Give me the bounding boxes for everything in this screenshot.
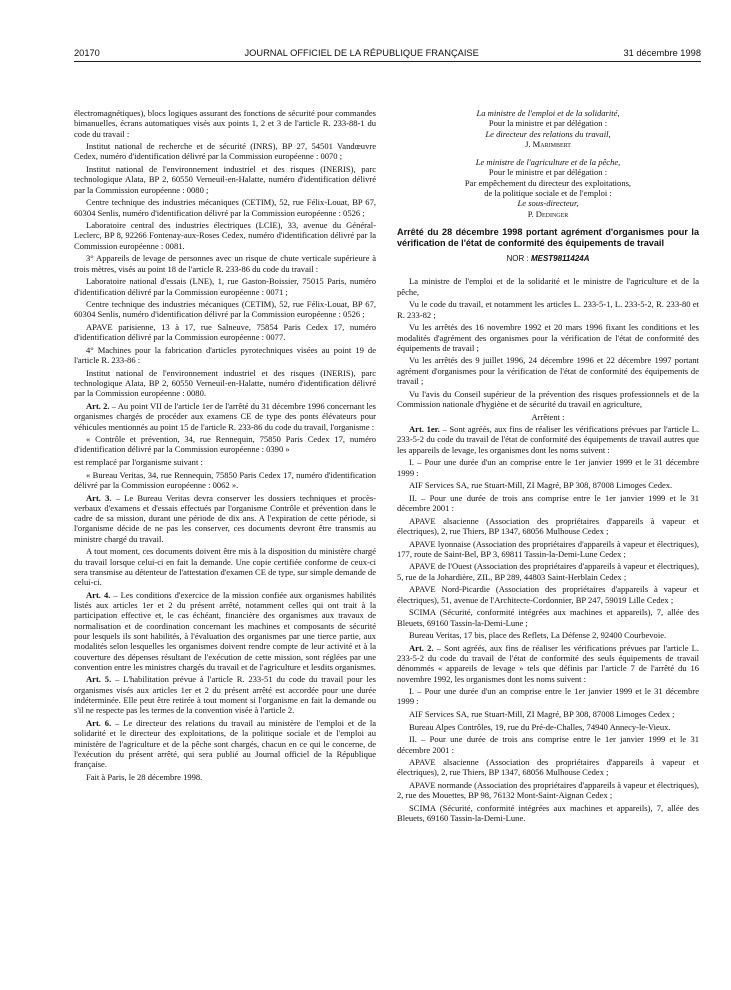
article-6 [74, 718, 376, 769]
delegation-line: Pour la ministre et par délégation : [488, 118, 608, 129]
right-column [397, 108, 699, 826]
paragraph: APAVE de l'Ouest (Association des propriétaires d'appareils à vapeur et électriques), 5, rue de la Johardière, ZIL, BP 289, 44803 Saint-Herblain Cedex ; [397, 561, 699, 582]
paragraph: 3° Appareils de levage de personnes avec un risque de chute verticale supérieure à trois mètres, visés au point 18 de l'article R. 233-86 du code du travail : [74, 253, 376, 274]
signatory-title: La ministre de l'emploi et de la solidarité, [476, 108, 620, 118]
paragraph: Vu les arrêtés des 16 novembre 1992 et 20 mars 1996 fixant les conditions et les modalités d'agrément des organismes pour la vérification de l'état de conformité des équipements de travail ; [397, 322, 699, 353]
nor-reference [397, 254, 699, 264]
article-text: – Le Bureau Veritas devra conserver les dossiers techniques et procès-verbaux d'examens et d'essais effectués par l'organisme Contrôle et prévention dans le cadre de sa mission, durant une période de dix ans. A l'expiration de cette période, si l'organisme décide de ne pas les conserver, ces documents devront être transmis au ministre chargé du travail. [74, 492, 377, 544]
paragraph: SCIMA (Sécurité, conformité intégrées aux machines et appareils), 7, allée des Bleuets, 69160 Tassin-la-Demi-Lune ; [397, 607, 699, 628]
signatory-name: P. Dedinger [527, 208, 569, 219]
nor-label: NOR : [506, 254, 531, 264]
paragraph: Institut national de l'environnement industriel et des risques (INERIS), parc technologique Alata, BP 2, 60550 Verneuil-en-Halatte, numéro d'identification délivré par la Commission européenne : 0080 ; [74, 164, 376, 195]
paragraph: AIF Services SA, rue Stuart-Mill, ZI Magré, BP 308, 87008 Limoges Cedex. [409, 480, 673, 491]
article-text: – Sont agréés, aux fins de réaliser les vérifications prévues par l'article L. 233-5-2 du code du travail de l'état de conformité des équipements de travail autres que les appareils de levage, les organismes dont les noms suivent : [397, 424, 699, 455]
signatory-title: Le ministre de l'agriculture et de la pêche, [475, 157, 621, 168]
paragraph: II. – Pour une durée de trois ans comprise entre le 1er janvier 1999 et le 31 décembre 2001 : [397, 492, 699, 514]
paragraph: Institut national de recherche et de sécurité (INRS), BP 27, 54501 Vandœuvre Cedex, numéro d'identification délivré par la Commission européenne : 0070 ; [74, 141, 376, 162]
paragraph: APAVE parisienne, 13 à 17, rue Salneuve, 75854 Paris Cedex 17, numéro d'identification délivré par la Commission européenne : 0077. [74, 322, 376, 343]
paragraph: Centre technique des industries mécaniques (CETIM), 52, rue Félix-Louat, BP 67, 60304 Senlis, numéro d'identification délivré par la Commission européenne : 0526 ; [74, 197, 376, 218]
paragraph: La ministre de l'emploi et de la solidarité et le ministre de l'agriculture et de la pêche, [397, 276, 699, 297]
paragraph: A tout moment, ces documents doivent être mis à la disposition du ministère chargé du travail lorsque celui-ci en fait la demande. Une copie certifiée conforme de ceux-ci sera transmise au détenteur de l'attestation d'examen CE de type, sur simple demande de celui-ci. [74, 546, 376, 588]
article-label: Art. 2. [86, 400, 110, 411]
paragraph: Vu l'avis du Conseil supérieur de la prévention des risques professionnels et de la Commission nationale d'hygiène et de sécurité du travail en agriculture, [397, 388, 699, 409]
article-3 [74, 493, 376, 544]
article-text: – Le directeur des relations du travail au ministère de l'emploi et de la solidarité et le directeur des exploitations, de la politique sociale et de l'emploi au ministère de l'agriculture et de la pêche sont chargés, chacun en ce qui le concerne, de l'exécution du présent arrêté, qui sera publié au Journal officiel de la République française. [74, 717, 377, 770]
article-label: Art. 5. [86, 674, 112, 685]
article-label: Art. 3. [86, 492, 112, 503]
paragraph: AIF Services SA, rue Stuart-Mill, ZI Magré, BP 308, 87008 Limoges Cedex ; [409, 709, 675, 720]
article-text: – Les conditions d'exercice de la mission confiée aux organismes habilités listés aux articles 1er et 2 du présent arrêté, notamment celles qui ont trait à la participation effective et, le cas échéant, financière des organismes aux travaux de normalisation et de coordination concernant les machines et composants de sécurité pour lesquels ils sont habilités, à l'évaluation des organismes par une tierce partie, aux modalités selon lesquelles les organismes doivent rendre compte de leur activité et à la couverture des dépenses résultant de l'exécution de cette mission, sont réglées par une convention entre les ministres chargés du travail et de l'agriculture et lesdits organismes. [74, 589, 376, 672]
page-number: 20170 [74, 48, 100, 58]
article-5 [74, 674, 376, 715]
paragraph: Vu le code du travail, et notamment les articles L. 233-5-1, L. 233-5-2, R. 233-80 et R. 233-82 ; [397, 299, 699, 320]
paragraph: Institut national de l'environnement industriel et des risques (INERIS), parc technologique Alata, BP 2, 60550 Verneuil-en-Halatte, numéro d'identification délivré par la Commission européenne : 0080. [74, 367, 376, 399]
signatory-role: Le sous-directeur, [517, 198, 579, 209]
paragraph: Bureau Alpes Contrôles, 19, rue du Pré-de-Challes, 74940 Annecy-le-Vieux. [409, 721, 671, 732]
signatory-name: J. Marimbert [525, 138, 571, 149]
journal-title: JOURNAL OFFICIEL DE LA RÉPUBLIQUE FRANÇAISE [244, 48, 479, 58]
article-label: Art. 6. [86, 717, 112, 728]
decree-title: Arrêté du 28 décembre 1998 portant agrément d'organismes pour la vérification de l'état de conformité des équipements de travail [397, 226, 699, 248]
article-label: Art. 2. [409, 642, 434, 653]
columns [74, 108, 701, 826]
paragraph: I. – Pour une durée d'un an comprise entre le 1er janvier 1999 et le 31 décembre 1999 : [397, 686, 699, 707]
paragraph: est remplacé par l'organisme suivant : [74, 457, 203, 468]
paragraph: SCIMA (Sécurité, conformité intégrées aux machines et appareils), 7, allée des Bleuets, 69160 Tassin-la-Demi-Lune. [397, 802, 699, 824]
paragraph: APAVE Nord-Picardie (Association des propriétaires d'appareils à vapeur et électriques), 51, avenue de l'Architecte-Cordonnier, BP 247, 59019 Lille Cedex ; [397, 584, 699, 605]
article-text: – Au point VII de l'article 1er de l'arrêté du 31 décembre 1996 concernant les organismes chargés de procéder aux examens CE de type des ponts élévateurs pour véhicules mentionnés au point 15 de l'article R. 233-86 du code du travail, l'organisme : [74, 400, 377, 432]
paragraph: Laboratoire national d'essais (LNE), 1, rue Gaston-Boissier, 75015 Paris, numéro d'identification délivré par la Commission européenne : 0071 ; [74, 276, 376, 297]
page-header [74, 48, 701, 62]
delegation-line: Par empêchement du directeur des exploitations, [464, 177, 632, 188]
article-text: – Sont agréés, aux fins de réaliser les vérifications prévues par l'article L. 233-5-2 du code du travail de l'état de conformité des seuls équipements de travail dénommés « appareils de levage » tels que définis par l'article 7 de l'arrêté du 16 novembre 1992, les organismes dont les noms suivent : [397, 642, 699, 684]
paragraph: Centre technique des industries mécaniques (CETIM), 52, rue Félix-Louat, BP 67, 60304 Senlis, numéro d'identification délivré par la Commission européenne : 0526 ; [74, 299, 376, 320]
paragraph: électromagnétiques), blocs logiques assurant des fonctions de sécurité pour commandes bimanuelles, écrans automatiques visés aux points 1, 2 et 3 de l'article R. 233-88-1 du code du travail : [74, 108, 376, 139]
paragraph: « Bureau Veritas, 34, rue Rennequin, 75850 Paris Cedex 17, numéro d'identification délivré par la Commission européenne : 0062 ». [74, 469, 376, 490]
signatory-role: Le directeur des relations du travail, [485, 128, 611, 139]
article-4 [74, 590, 376, 672]
article-2 [397, 643, 699, 684]
article-1 [397, 424, 699, 455]
paragraph: Bureau Veritas, 17 bis, place des Reflets, La Défense 2, 92400 Courbevoie. [409, 630, 667, 641]
article-2 [74, 401, 376, 432]
signing-place-date: Fait à Paris, le 28 décembre 1998. [86, 771, 203, 782]
paragraph: APAVE alsacienne (Association des propriétaires d'appareils à vapeur et électriques), 2, rue Thiers, BP 1347, 68056 Mulhouse Cedex ; [397, 515, 699, 536]
delegation-line: de la politique sociale et de l'emploi : [484, 188, 612, 199]
paragraph: 4° Machines pour la fabrication d'articles pyrotechniques visées au point 19 de l'article R. 233-86 : [74, 344, 376, 366]
paragraph: « Contrôle et prévention, 34, rue Rennequin, 75850 Paris Cedex 17, numéro d'identification délivré par la Commission européenne : 0390 » [74, 434, 376, 455]
paragraph: II. – Pour une durée de trois ans comprise entre le 1er janvier 1999 et le 31 décembre 2001 : [397, 734, 699, 755]
arretent: Arrêtent : [531, 411, 565, 422]
nor-code: MEST9811424A [530, 254, 590, 264]
paragraph: Vu les arrêtés des 9 juillet 1996, 24 décembre 1996 et 22 décembre 1997 portant agrément d'organismes pour la vérification de l'état de conformité des équipements de travail ; [397, 355, 699, 387]
paragraph: Laboratoire central des industries électriques (LCIE), 33, avenue du Général-Leclerc, BP 8, 92266 Fontenay-aux-Roses Cedex, numéro d'identification délivré par la Commission européenne : 0081. [74, 220, 376, 251]
article-label: Art. 1er. [409, 424, 440, 435]
paragraph: APAVE alsacienne (Association des propriétaires d'appareils à vapeur et électriques), 2, rue Thiers, BP 1347, 68056 Mulhouse Cedex ; [397, 757, 699, 778]
article-label: Art. 4. [86, 589, 111, 600]
issue-date: 31 décembre 1998 [623, 48, 701, 58]
paragraph: APAVE lyonnaise (Association des propriétaires d'appareils à vapeur et électriques), 177, route de Saint-Bel, BP 3, 69811 Tassin-la-Demi-Lune Cedex ; [397, 538, 699, 559]
left-column [74, 108, 376, 826]
delegation-line: Pour le ministre et par délégation : [488, 167, 608, 178]
paragraph: APAVE normande (Association des propriétaires d'appareils à vapeur et électriques), 2, rue des Mouettes, BP 98, 76132 Mont-Saint-Aignan Cedex ; [397, 780, 699, 801]
article-text: – L'habilitation prévue à l'article R. 233-51 du code du travail pour les organismes visés aux articles 1er et 2 du présent arrêté est accordée pour une durée indéterminée. Elle peut être retirée à tout moment si l'organisme en fait la demande ou s'il ne respecte pas les termes de la convention visée à l'article 2. [74, 674, 377, 716]
paragraph: I. – Pour une durée d'un an comprise entre le 1er janvier 1999 et le 31 décembre 1999 : [397, 457, 699, 478]
